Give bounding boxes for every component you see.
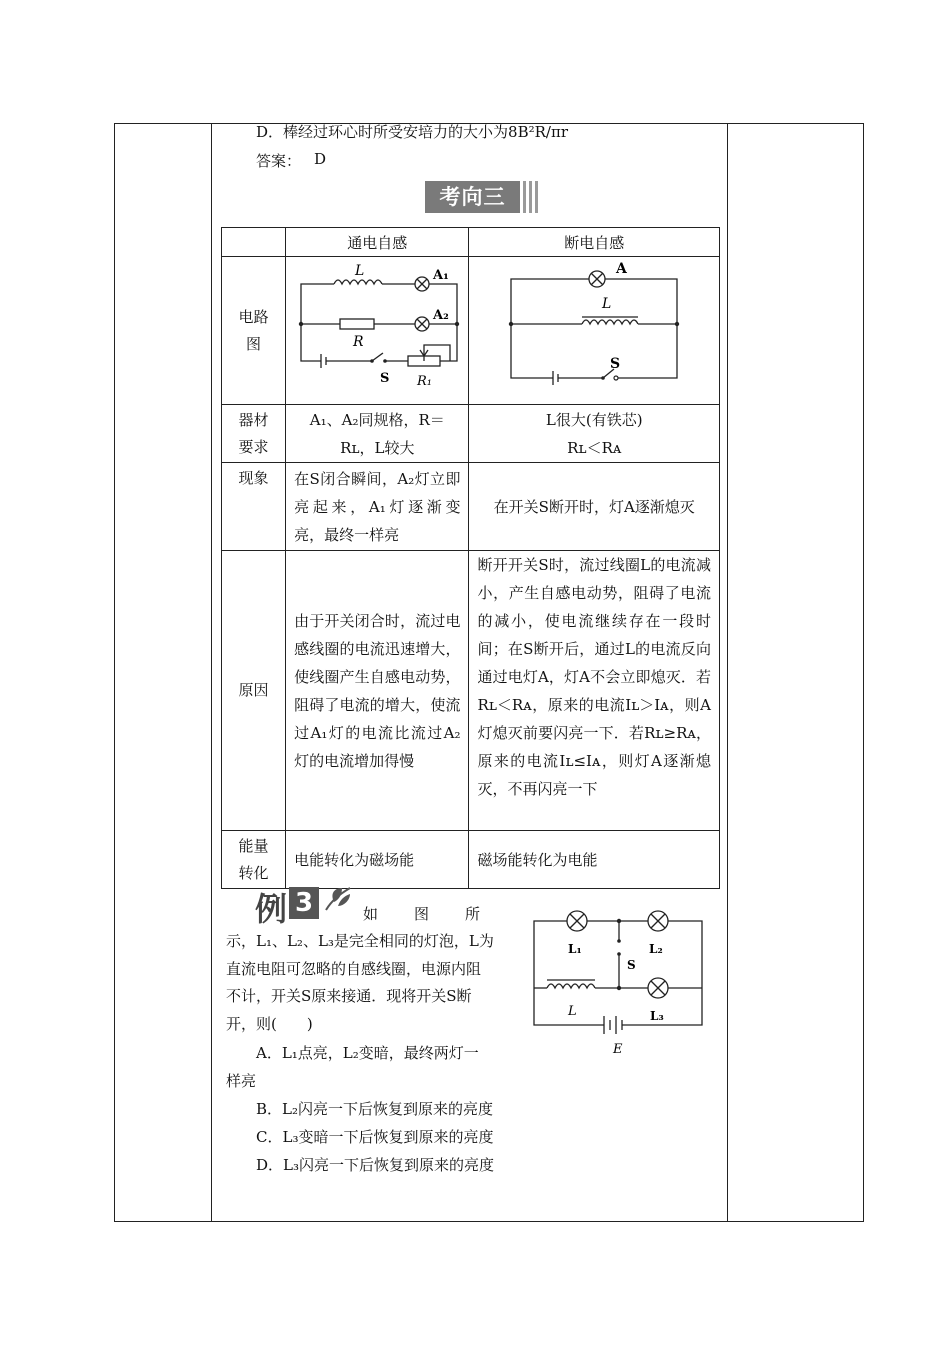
label-S: S xyxy=(610,356,621,372)
reason-power-on: 由于开关闭合时，流过电感线圈的电流迅速增大，使线圈产生自感电动势，阻碍了电流的增大，使流过A₁灯的电流比流过A₂灯的电流增加得慢 xyxy=(286,551,469,831)
example-option-a-cont: 样亮 xyxy=(226,1072,257,1090)
option-d-text: D．棒经过环心时所受安培力的大小为8B²R/πr xyxy=(256,123,568,141)
example-stem-line1: 如 图 所 xyxy=(363,905,483,923)
energy-power-on: 电能转化为磁场能 xyxy=(286,831,469,889)
column-divider-left xyxy=(211,123,212,1222)
header-empty xyxy=(222,228,286,257)
label-R1: R₁ xyxy=(417,374,433,389)
banner-stripe xyxy=(529,181,532,213)
circuit-power-off-cell xyxy=(469,257,720,405)
banner-stripe xyxy=(535,181,538,213)
requirements-on-line2: Rʟ，L较大 xyxy=(340,438,415,457)
requirements-power-off xyxy=(469,405,720,463)
row-label-diagram xyxy=(222,257,286,405)
row-label-energy xyxy=(222,831,286,889)
leaf-icon xyxy=(322,884,354,914)
energy-power-off: 磁场能转化为电能 xyxy=(469,831,720,889)
label-S: S xyxy=(627,958,636,972)
label-L1: L₁ xyxy=(568,942,582,956)
answer-value: D xyxy=(314,150,327,168)
label-A1: A₁ xyxy=(433,268,449,283)
example-option-b: B．L₂闪亮一下后恢复到原来的亮度 xyxy=(256,1100,493,1118)
circuit-power-off-diagram xyxy=(469,257,719,400)
table-row-requirements xyxy=(222,405,720,463)
table-row-diagram xyxy=(222,257,720,405)
label-L: L xyxy=(568,1004,577,1019)
header-power-on: 通电自感 xyxy=(286,228,469,257)
example-circuit-diagram xyxy=(530,903,710,1058)
example-stem-line4: 不计，开关S原来接通．现将开关S断 xyxy=(226,987,472,1005)
label-R: R xyxy=(353,334,364,350)
example-number: 3 xyxy=(289,887,319,919)
row-label-reason: 原因 xyxy=(222,551,286,831)
requirements-on-line1: A₁、A₂同规格，R＝ xyxy=(309,410,445,429)
section-banner: 考向三 xyxy=(425,181,520,213)
label-L: L xyxy=(355,263,365,279)
circuit-power-on-cell xyxy=(286,257,469,405)
table-header-row xyxy=(222,228,720,257)
energy-label-text: 能量转化 xyxy=(238,836,269,882)
example-option-c: C．L₃变暗一下后恢复到原来的亮度 xyxy=(256,1128,494,1146)
self-induction-table xyxy=(221,227,720,889)
example-option-a: A．L₁点亮，L₂变暗，最终两灯一 xyxy=(256,1044,479,1062)
label-L: L xyxy=(602,296,612,312)
diagram-label-text: 电路图 xyxy=(238,307,269,353)
reason-power-off: 断开开关S时，流过线圈L的电流减小，产生自感电动势，阻碍了电流的减小，使电流继续存在一段时间；在S断开后，通过L的电流反向通过电灯A，灯A不会立即熄灭．若Rʟ＜Rᴀ，原来的电流Iʟ＞Iᴀ，则A灯熄灭前要闪亮一下．若Rʟ≥Rᴀ，原来的电流Iʟ≤Iᴀ，则灯A逐渐熄灭，不再闪亮一下 xyxy=(469,551,720,831)
requirements-power-on xyxy=(286,405,469,463)
requirements-off-line2: Rʟ＜Rᴀ xyxy=(567,438,622,457)
table-row-phenomenon xyxy=(222,463,720,551)
banner-stripe xyxy=(523,181,526,213)
example-title: 例 xyxy=(255,890,288,928)
requirements-label-text: 器材要求 xyxy=(238,410,269,456)
label-A: A xyxy=(616,261,628,277)
label-L3: L₃ xyxy=(650,1009,664,1023)
answer-label: 答案： xyxy=(256,152,302,170)
header-power-off: 断电自感 xyxy=(469,228,720,257)
phenomenon-power-on: 在S闭合瞬间，A₂灯立即亮起来，A₁灯逐渐变亮，最终一样亮 xyxy=(286,463,469,551)
example-stem-line2: 示，L₁、L₂、L₃是完全相同的灯泡，L为 xyxy=(226,932,494,950)
requirements-off-line1: L很大(有铁芯) xyxy=(545,410,643,429)
table-row-reason xyxy=(222,551,720,831)
label-A2: A₂ xyxy=(433,308,449,323)
example-stem-line3: 直流电阻可忽略的自感线圈，电源内阻 xyxy=(226,960,482,978)
label-E: E xyxy=(613,1042,623,1057)
label-L2: L₂ xyxy=(649,942,663,956)
circuit-power-on-diagram xyxy=(286,257,469,400)
row-label-requirements xyxy=(222,405,286,463)
table-row-energy xyxy=(222,831,720,889)
example-stem-line5: 开，则( ) xyxy=(226,1015,313,1033)
example-option-d: D．L₃闪亮一下后恢复到原来的亮度 xyxy=(256,1156,495,1174)
column-divider-right xyxy=(727,123,728,1222)
phenomenon-power-off: 在开关S断开时，灯A逐渐熄灭 xyxy=(469,463,720,551)
row-label-phenomenon: 现象 xyxy=(222,463,286,551)
label-S: S xyxy=(380,371,390,386)
